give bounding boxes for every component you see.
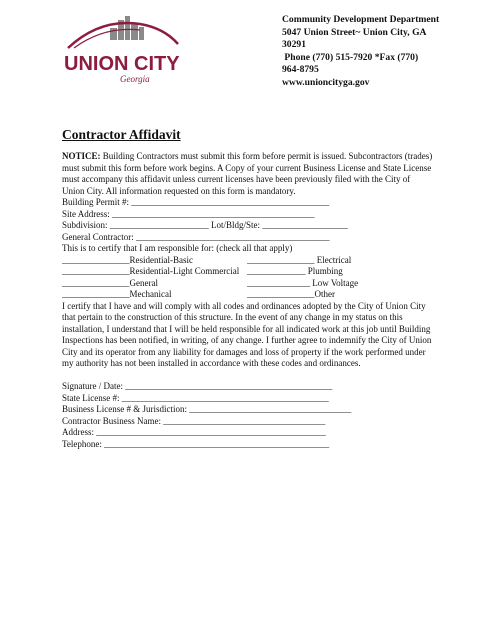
field-subdivision[interactable]: Subdivision: ______________________ Lot/Bldg/Ste: ___________________ [62,220,348,230]
check-residential-light-commercial[interactable]: _______________Residential-Light Commercial [62,266,240,276]
responsibility-checklist [62,255,434,301]
field-address[interactable]: Address: ___________________________________________________ [62,427,326,437]
certify-paragraph: I certify that I have and will comply with all codes and ordinances adopted by the City of Union City that pertain to the construction of this structure. In the event of any change in my status on this installation, I understand that I will be held responsible for all indicated work at this job until Building Inspections has been notified, in writing, of any change. I further agree to indemnify the City of Union City and its operator from any liability for damages and loss of property if the work performed under my authority has not been installed in accordance with these codes and ordinances. [62,300,432,368]
check-other[interactable]: _______________Other [247,289,335,299]
field-telephone[interactable]: Telephone: __________________________________________________ [62,438,330,449]
notice-label: NOTICE: [62,151,101,161]
field-business-license[interactable]: Business License # & Jurisdiction: ____________________________________ [62,404,352,414]
logo-script: Georgia [120,74,150,84]
check-residential-basic[interactable]: _______________Residential-Basic [62,254,193,265]
dept-line: Community Development Department [282,14,440,25]
union-city-logo [60,14,190,86]
field-building-permit[interactable]: Building Permit #: ____________________________________________ [62,197,330,207]
check-mechanical[interactable]: _______________Mechanical [62,289,172,299]
field-contractor-business-name[interactable]: Contractor Business Name: ____________________________________ [62,415,326,426]
page-title: Contractor Affidavit [62,127,181,142]
field-general-contractor[interactable]: General Contractor: ___________________________________________ [62,231,330,242]
notice-text: Building Contractors must submit this form before permit is issued. Subcontractors (trades) must submit this form before work begins. A Copy of your current Business License and State License must accompany this affidavit unless current licenses have been previously filed with the City of Union City. All information requested on this form is mandatory. [62,151,433,196]
logo-text: UNION CITY [64,53,180,75]
check-electrical[interactable]: _______________ Electrical [247,254,352,265]
field-site-address[interactable]: Site Address: _____________________________________________ [62,208,315,219]
union-city-logo-graphic [60,14,190,86]
check-low-voltage[interactable]: ______________ Low Voltage [247,277,359,288]
dept-line: Phone (770) 515-7920 *Fax (770) [282,51,419,63]
check-plumbing[interactable]: _____________ Plumbing [247,266,343,276]
dept-website: www.unioncityga.gov [282,76,370,88]
certify-intro: This is to certify that I am responsible for: (check all that apply) [62,243,293,253]
dept-line: 30291 [282,39,306,50]
field-signature-date[interactable]: Signature / Date: ______________________________________________ [62,381,333,391]
dept-line: 964-8795 [282,64,319,75]
check-general[interactable]: _______________General [62,277,158,288]
spacer [62,370,434,382]
dept-line: 5047 Union Street~ Union City, GA [282,26,427,38]
notice-paragraph [62,151,434,197]
field-state-license[interactable]: State License #: ______________________________________________ [62,392,329,403]
affidavit-body [62,151,434,450]
department-info [282,14,462,89]
